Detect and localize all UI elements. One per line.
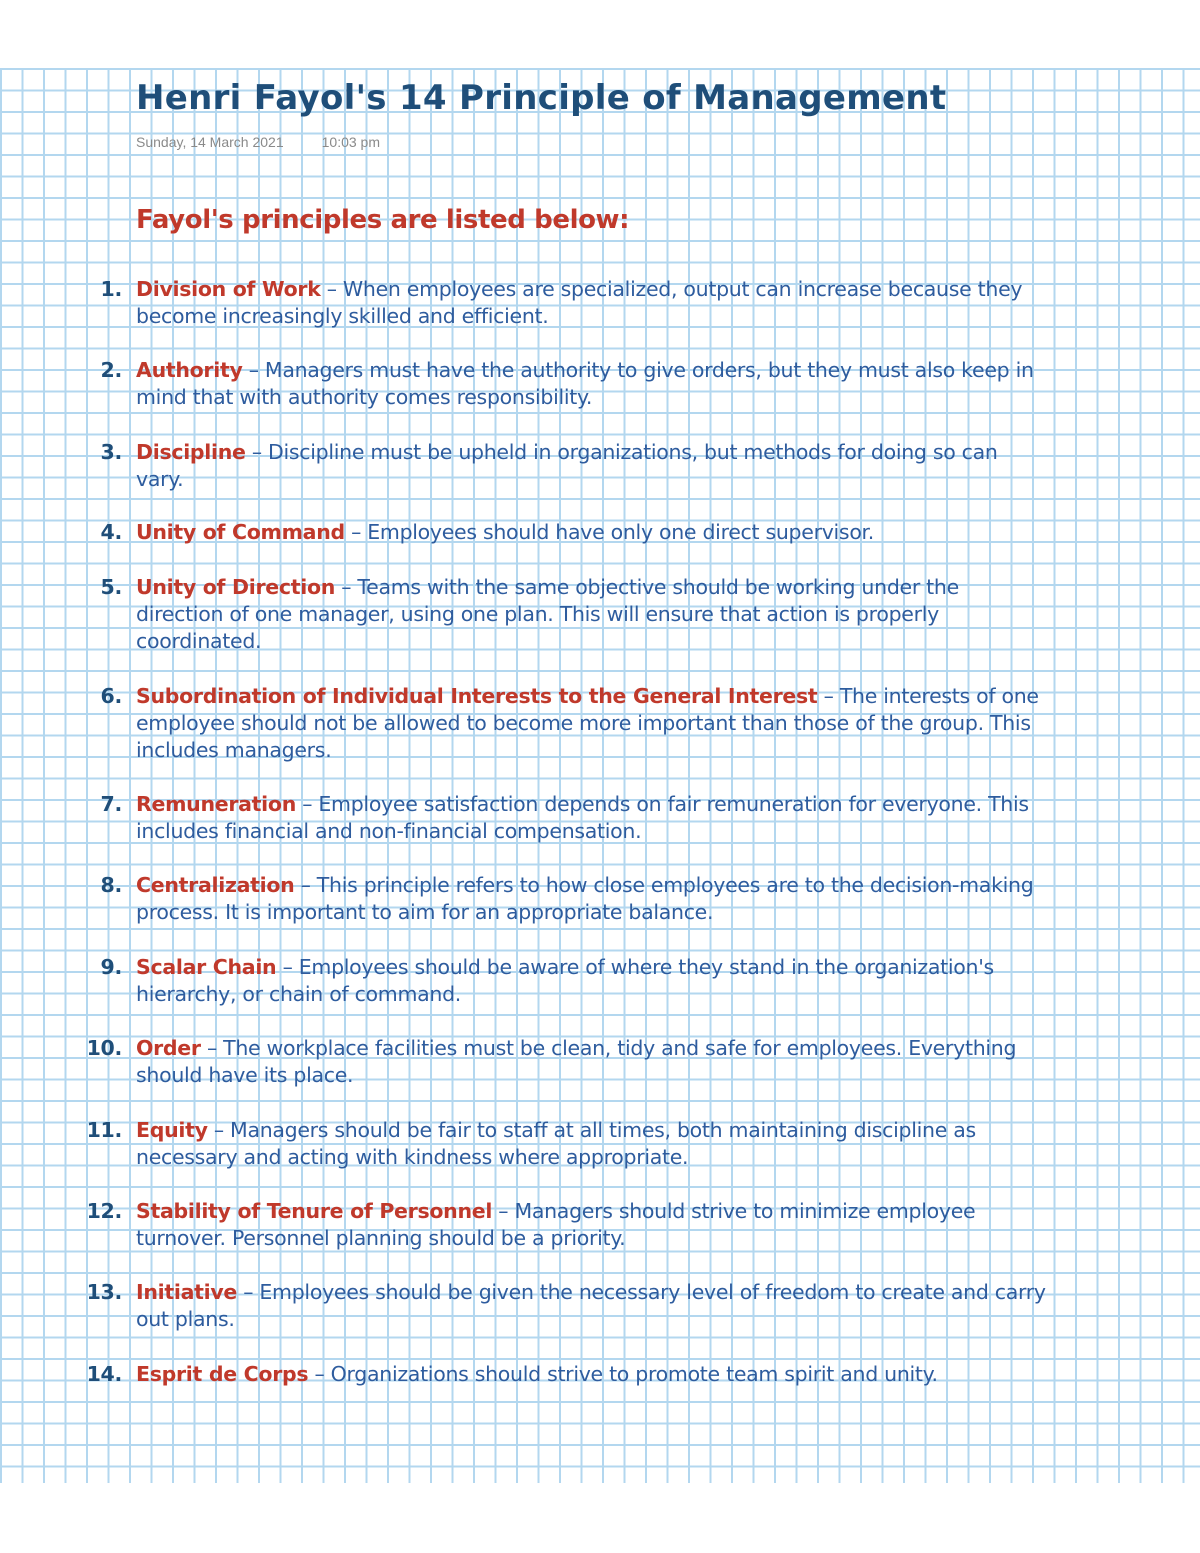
principle-term: Division of Work	[136, 277, 321, 301]
list-item	[80, 1361, 1050, 1388]
principle-description: – Employees should be aware of where they stand in the organization's hierarchy, or chain of command.	[136, 955, 994, 1006]
section-heading: Fayol's principles are listed below:	[136, 205, 630, 235]
principle-description: – Employees should have only one direct supervisor.	[344, 520, 875, 544]
principle-term: Order	[136, 1036, 201, 1060]
principle-term: Stability of Tenure of Personnel	[136, 1199, 493, 1223]
principle-term: Remuneration	[136, 792, 296, 816]
list-number: 10.	[86, 1036, 122, 1060]
list-item	[80, 954, 1050, 1008]
list-number: 11.	[86, 1118, 122, 1142]
list-number: 13.	[86, 1280, 122, 1304]
note-timestamp	[136, 134, 380, 150]
list-item	[80, 519, 1050, 546]
principle-term: Equity	[136, 1118, 208, 1142]
list-item	[80, 276, 1050, 330]
list-number: 8.	[100, 873, 122, 897]
list-item	[80, 357, 1050, 411]
principle-description: – The workplace facilities must be clean, tidy and safe for employees. Everything should have its place.	[136, 1036, 1017, 1087]
list-number: 12.	[86, 1199, 122, 1223]
principle-description: – Teams with the same objective should be working under the direction of one manager, using one plan. This will ensure that action is properly coordinated.	[136, 575, 959, 653]
list-number: 9.	[100, 955, 122, 979]
list-item	[80, 683, 1050, 764]
principle-description: – This principle refers to how close employees are to the decision-making process. It is important to aim for an appropriate balance.	[136, 873, 1034, 924]
list-item	[80, 439, 1050, 493]
list-number: 2.	[100, 358, 122, 382]
list-number: 6.	[100, 684, 122, 708]
list-number: 3.	[100, 440, 122, 464]
principle-description: – Organizations should strive to promote team spirit and unity.	[308, 1362, 938, 1386]
list-number: 14.	[86, 1362, 122, 1386]
list-item	[80, 791, 1050, 845]
principle-description: – Managers should be fair to staff at all times, both maintaining discipline as necessary and acting with kindness where appropriate.	[136, 1118, 976, 1169]
principle-term: Unity of Command	[136, 520, 345, 544]
principle-description: – The interests of one employee should not be allowed to become more important than those of the group. This includes managers.	[136, 684, 1039, 762]
list-item	[80, 1198, 1050, 1252]
principle-term: Subordination of Individual Interests to the General Interest	[136, 684, 818, 708]
principle-description: – Managers must have the authority to give orders, but they must also keep in mind that with authority comes responsibility.	[136, 358, 1034, 409]
principle-term: Centralization	[136, 873, 295, 897]
list-item	[80, 872, 1050, 926]
principle-term: Esprit de Corps	[136, 1362, 309, 1386]
list-item	[80, 1279, 1050, 1333]
list-number: 5.	[100, 575, 122, 599]
principle-description: – Managers should strive to minimize employee turnover. Personnel planning should be a priority.	[136, 1199, 976, 1250]
principle-description: – Employee satisfaction depends on fair remuneration for everyone. This includes financial and non-financial compensation.	[136, 792, 1029, 843]
list-number: 1.	[100, 277, 122, 301]
principle-description: – When employees are specialized, output can increase because they become increasingly skilled and efficient.	[136, 277, 1023, 328]
list-item	[80, 1117, 1050, 1171]
principle-term: Authority	[136, 358, 243, 382]
principle-term: Initiative	[136, 1280, 238, 1304]
note-date: Sunday, 14 March 2021	[136, 134, 284, 150]
principle-description: – Employees should be given the necessary level of freedom to create and carry out plans.	[136, 1280, 1046, 1331]
note-time: 10:03 pm	[321, 134, 380, 150]
principle-term: Scalar Chain	[136, 955, 277, 979]
page-title: Henri Fayol's 14 Principle of Management	[136, 78, 947, 118]
list-item	[80, 574, 1050, 655]
principle-term: Discipline	[136, 440, 246, 464]
principle-term: Unity of Direction	[136, 575, 336, 599]
principle-description: – Discipline must be upheld in organizations, but methods for doing so can vary.	[136, 440, 998, 491]
list-item	[80, 1035, 1050, 1089]
list-number: 7.	[100, 792, 122, 816]
list-number: 4.	[100, 520, 122, 544]
